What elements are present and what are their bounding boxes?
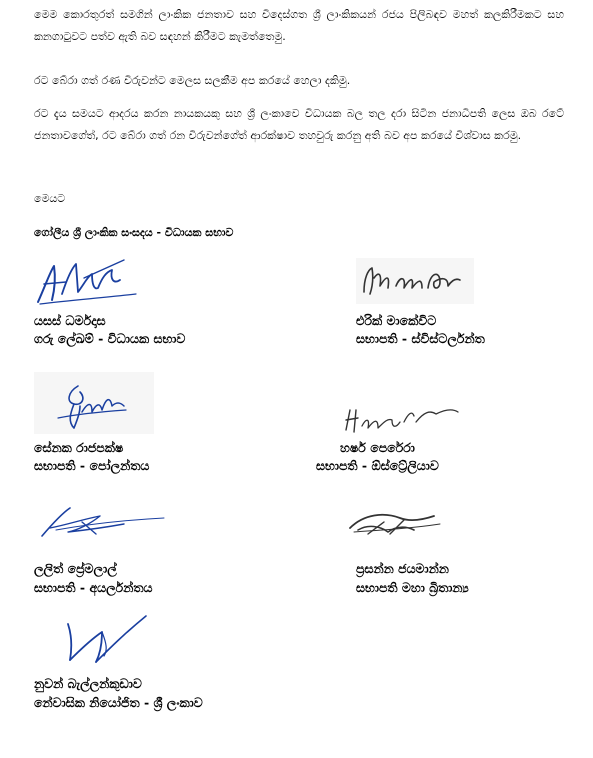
paragraph-1: මෙම කොරතුරත් සමගින් ලාංකික ජනතාව සහ විදෙස්ගත ශ්‍රී ලාංකිකයන් රජය පිලිබඳව මහත් කලකිරීමකට සහ කනගාටුවට පත්ව ඇති බව සඳහන් කිරීමට කැමත්තෙමු. — [34, 8, 564, 43]
signature-image-3 — [34, 372, 154, 434]
signature-image-4 — [340, 400, 466, 436]
paragraph-3: රට දැය සමයට ආදරය කරන නායකයකු සහ ශ්‍රී ලංකාවෙ විධායක බල තල දරා සිටින ජනාධිපති ලෙස ඔබ රටේ ජනතාවගේත්, රට බේරා ගත් රන විරුවන්ගේත් ආරක්ෂාව තහවුරු කරනු අති බව අප කරයේ විශ්වාස කරමු. — [34, 107, 564, 142]
signatory-name-7: නුවන් බැල්ලන්කුඩාව — [34, 676, 142, 691]
paragraph-2: රට බේරා ගත් රණ විරුවන්ට මෙලස සලකීම අප කරයේ හෙලා දකිමු. — [34, 74, 351, 87]
signatory-name-4: හර්ෂ පෙරේරා — [340, 440, 415, 455]
signature-image-6 — [344, 506, 444, 542]
signatory-name-6: ප්‍රසන්න ජයමාන්න — [356, 561, 449, 576]
signature-image-2 — [356, 258, 474, 304]
signature-image-5 — [30, 500, 170, 542]
signatory-name-3: සේනක රාජපක්ෂ — [34, 440, 124, 455]
signature-image-1 — [32, 254, 142, 310]
signatory-title-2: සභාපති - ස්විස්ටර්ලන්ත — [356, 331, 485, 346]
signatory-name-5: ලලිත් ප්‍රේමලාල් — [34, 561, 117, 576]
closing-text: මෙයට — [34, 192, 66, 205]
signature-image-7 — [62, 612, 152, 672]
signatory-name-1: යසස් ධර්මදාස — [34, 313, 106, 328]
signatory-title-6: සභාපති මහා බ්‍රිතාන්‍ය — [356, 580, 469, 595]
organization-name: ගෝලීය ශ්‍රී ලාංකික සංසදය - විධායක සභාව — [34, 226, 234, 239]
signatory-title-7: නේවාසික නියෝජිත - ශ්‍රී ලංකාව — [34, 695, 203, 710]
signatory-title-1: ගරු ලේඛම් - විධායක සභාව — [34, 331, 186, 346]
signatory-title-3: සභාපති - පෝලන්තය — [34, 458, 150, 473]
signatory-title-5: සභාපති - අයර්ලන්තය — [34, 580, 153, 595]
signatory-name-2: එරික් මාකේවිට — [356, 313, 437, 328]
signatory-title-4: සභාපති - ඕස්ට්‍රේලියාව — [316, 458, 439, 473]
